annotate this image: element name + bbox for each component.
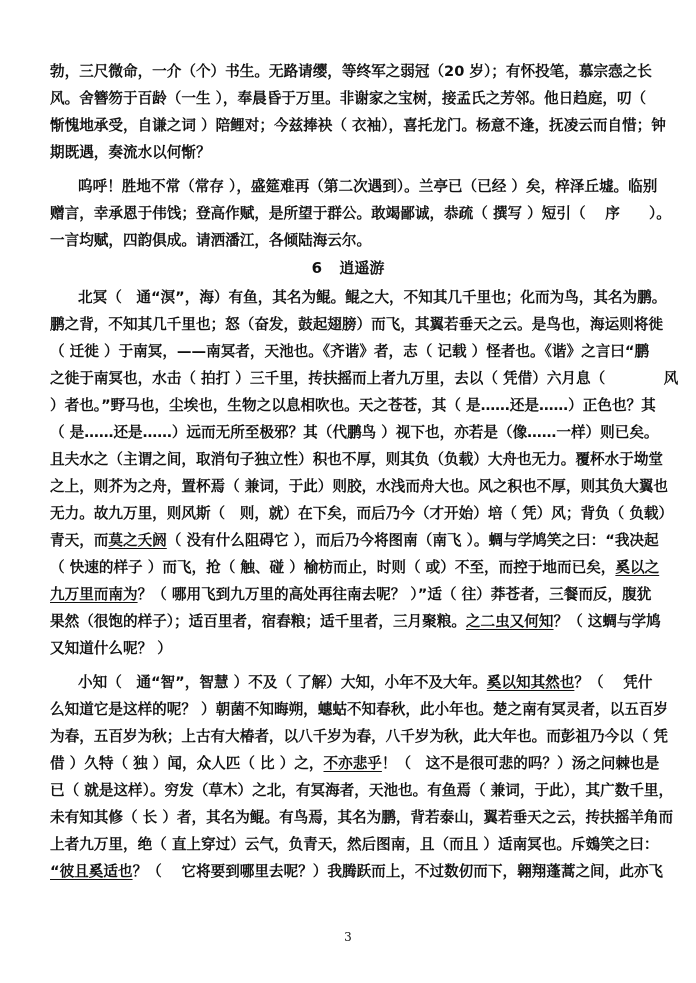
- text-line: 且夫水之（主谓之间，取消句子独立性）积也不厚，则其负（负载）大舟也无力。覆杯水于坳堂: [50, 451, 663, 468]
- underlined-phrase: “彼且奚适也: [50, 863, 133, 880]
- section-number: 6: [311, 259, 323, 277]
- text-run: ？（ 它将要到哪里去呢？）我腾跃而上，不过数仞而下，翱翔蓬蒿之间，此亦飞: [132, 863, 664, 880]
- text-line: 鹏之背，不知其几千里也；怒（奋发，鼓起翅膀）而飞，其翼若垂天之云。是鸟也，海运则将徙: [50, 316, 663, 333]
- text-line: [78, 673, 653, 693]
- page-number: 3: [344, 930, 352, 944]
- section-heading: [0, 258, 696, 278]
- text-line: ）者也。”野马也，尘埃也，生物之以息相吹也。天之苍苍，其（ 是……还是……）正色也？其: [50, 397, 656, 414]
- text-run: 青天，而: [50, 532, 109, 549]
- text-line: [50, 612, 661, 632]
- text-line: 赠言，幸承恩于伟饯；登高作赋，是所望于群公。敢竭鄙诚，恭疏（ 撰写 ）短引（ 序 ）。: [50, 205, 671, 222]
- text-line: （ 是……还是……）远而无所至极邪？其（代鹏鸟 ）视下也，亦若是（像……一样）则已矣。: [50, 424, 659, 441]
- text-run: 果然（很饱的样子）；适百里者，宿舂粮；适千里者，三月聚粮。: [50, 613, 466, 630]
- text-run: ？（ 这蜩与学鸠: [553, 613, 661, 630]
- text-run: （ 快速的样子 ）而飞，抢（ 触、碰 ）榆枋而止，时则（ 或）不至，而控于地而已矣，: [50, 559, 616, 576]
- text-line: [50, 585, 652, 605]
- underlined-phrase: 之二虫又何知: [465, 613, 554, 630]
- text-line: 么知道它是这样的呢？ ）朝菌不知晦朔，蟪蛄不知春秋，此小年也。楚之南有冥灵者，以五百岁: [50, 701, 669, 718]
- text-run: 小知（ 通“智”，智慧 ）不及（ 了解）大知，小年不及大年。: [78, 674, 487, 691]
- text-line: 又知道什么呢？ ）: [50, 640, 172, 657]
- text-line: 风。舍簪笏于百龄（一生 ），奉晨昏于万里。非谢家之宝树，接孟氏之芳邻。他日趋庭，叨（: [50, 90, 647, 107]
- text-run: 借 ）久特（ 独 ）闻，众人匹（ 比 ）之，: [50, 755, 324, 772]
- text-line: 北冥（ 通“溟”，海）有鱼，其名为鲲。鲲之大，不知其几千里也；化而为鸟，其名为鹏。: [78, 289, 667, 306]
- section-title: 逍遥游: [339, 259, 385, 277]
- text-run: （ 没有什么阻碍它 ），而后乃今将图南（南飞 ）。蜩与学鸠笑之曰：“我决起: [166, 532, 659, 549]
- text-line: 之徙于南冥也，水击（ 拍打 ）三千里，抟扶摇而上者九万里，去以（ 凭借）六月息（ 风: [50, 370, 679, 387]
- text-line: 呜呼！胜地不常（常存 ），盛筵难再（第二次遇到）。兰亭已（已经 ）矣，梓泽丘墟。临别: [78, 178, 658, 195]
- underlined-phrase: 奚以之: [615, 559, 660, 576]
- underlined-phrase: 莫之夭阏: [108, 532, 167, 549]
- text-line: [50, 558, 660, 578]
- text-line: 之上，则芥为之舟，置杯焉（ 兼词，于此）则胶，水浅而舟大也。风之积也不厚，则其负大翼也: [50, 478, 669, 495]
- text-line: 无力。故九万里，则风斯（ 则，就）在下矣，而后乃今（才开始）培（ 凭）风；背负（ 负载）: [50, 505, 674, 522]
- text-line: 为春，五百岁为秋；上古有大椿者，以八千岁为春，八千岁为秋，此大年也。而彭祖乃今以（ 凭: [50, 728, 669, 745]
- text-line: 一言均赋，四韵俱成。请洒潘江，各倾陆海云尔。: [50, 232, 372, 249]
- underlined-phrase: 奚以知其然也: [486, 674, 575, 691]
- underlined-phrase: 不亦悲乎: [323, 755, 382, 772]
- text-run: ？（ 凭什: [574, 674, 653, 691]
- text-line: [50, 862, 664, 882]
- text-run: ？（ 哪用飞到九万里的高处再往南去呢？ ）”适（ 往）莽苍者，三餐而反，腹犹: [137, 586, 652, 603]
- text-line: [50, 531, 659, 551]
- text-line: 未有知其修（ 长 ）者，其名为鲲。有鸟焉，其名为鹏，背若泰山，翼若垂天之云，抟扶摇羊角而: [50, 809, 674, 826]
- text-run: ！（ 这不是很可悲的吗？）汤之问棘也是: [381, 755, 660, 772]
- text-line: （ 迁徙 ）于南冥，——南冥者，天池也。《齐谐》者，志（ 记载 ）怪者也。《谐》之言曰“鹏: [50, 343, 650, 360]
- text-line: 上者九万里，绝（ 直上穿过）云气，负青天，然后图南，且（而且 ）适南冥也。斥鴳笑之曰：: [50, 836, 659, 853]
- text-line: 期既遇，奏流水以何惭？: [50, 144, 211, 161]
- text-line: 惭愧地承受，自谦之词 ）陪鲤对；今兹捧袂（ 衣袖），喜托龙门。杨意不逢，抚凌云而自惜；钟: [50, 117, 666, 134]
- text-line: 勃，三尺微命，一介（个）书生。无路请缨，等终军之弱冠（20 岁）；有怀投笔，慕宗悫之长: [50, 63, 652, 80]
- text-line: [50, 754, 660, 774]
- underlined-phrase: 九万里而南为: [50, 586, 138, 603]
- text-line: 已（ 就是这样）。穷发（草木）之北，有冥海者，天池也。有鱼焉（ 兼词，于此），其广数千里，: [50, 782, 674, 799]
